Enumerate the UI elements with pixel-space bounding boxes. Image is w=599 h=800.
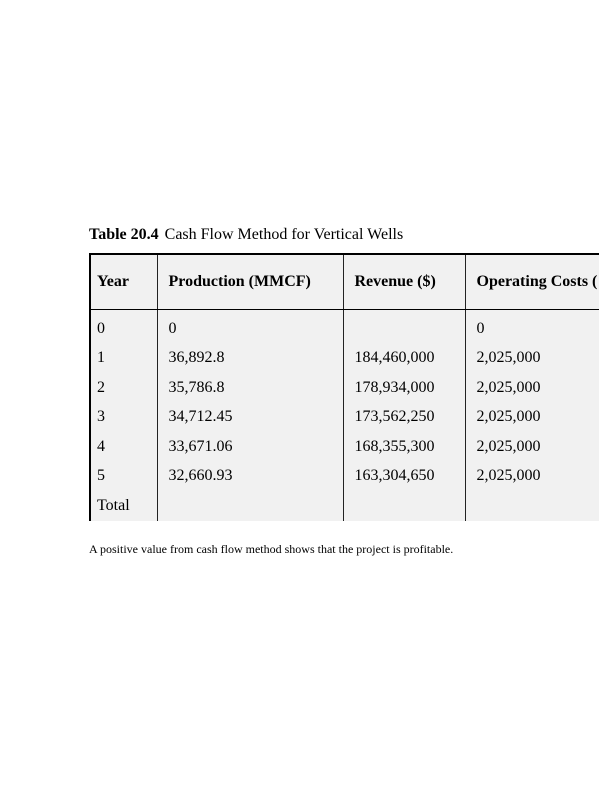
table-title: Cash Flow Method for Vertical Wells <box>164 226 404 243</box>
cell-year: 2 <box>90 373 157 403</box>
cell-revenue: 178,934,000 <box>343 373 465 403</box>
cash-flow-table <box>89 253 599 521</box>
cell-production <box>157 491 343 521</box>
cell-operating-costs: 2,025,000 <box>465 373 599 403</box>
table-row <box>90 310 599 344</box>
table-row <box>90 373 599 403</box>
table-row <box>90 462 599 492</box>
cell-year: 5 <box>90 462 157 492</box>
cell-revenue: 184,460,000 <box>343 344 465 374</box>
cell-operating-costs: 2,025,000 <box>465 344 599 374</box>
cell-production: 34,712.45 <box>157 403 343 433</box>
table-row <box>90 403 599 433</box>
cell-production: 36,892.8 <box>157 344 343 374</box>
table-total-row <box>90 491 599 521</box>
table-container <box>89 253 599 521</box>
cell-operating-costs: 2,025,000 <box>465 432 599 462</box>
table-caption <box>89 226 403 244</box>
cell-operating-costs <box>465 491 599 521</box>
cell-revenue: 163,304,650 <box>343 462 465 492</box>
header-production: Production (MMCF) <box>157 254 343 310</box>
table-footnote: A positive value from cash flow method shows that the project is profitable. <box>89 542 454 556</box>
table-number: Table 20.4 <box>89 226 159 243</box>
table-row <box>90 432 599 462</box>
cell-production: 32,660.93 <box>157 462 343 492</box>
cell-year: 3 <box>90 403 157 433</box>
cell-revenue: 168,355,300 <box>343 432 465 462</box>
cell-production: 33,671.06 <box>157 432 343 462</box>
cell-operating-costs: 0 <box>465 310 599 344</box>
cell-production: 35,786.8 <box>157 373 343 403</box>
header-year: Year <box>90 254 157 310</box>
cell-revenue: 173,562,250 <box>343 403 465 433</box>
cell-year: 0 <box>90 310 157 344</box>
cell-operating-costs: 2,025,000 <box>465 462 599 492</box>
header-revenue: Revenue ($) <box>343 254 465 310</box>
cell-revenue <box>343 491 465 521</box>
cell-year: Total <box>90 491 157 521</box>
cell-production: 0 <box>157 310 343 344</box>
cell-year: 1 <box>90 344 157 374</box>
header-operating-costs: Operating Costs ( <box>465 254 599 310</box>
table-row <box>90 344 599 374</box>
cell-revenue <box>343 310 465 344</box>
cell-operating-costs: 2,025,000 <box>465 403 599 433</box>
cell-year: 4 <box>90 432 157 462</box>
table-header-row <box>90 254 599 310</box>
